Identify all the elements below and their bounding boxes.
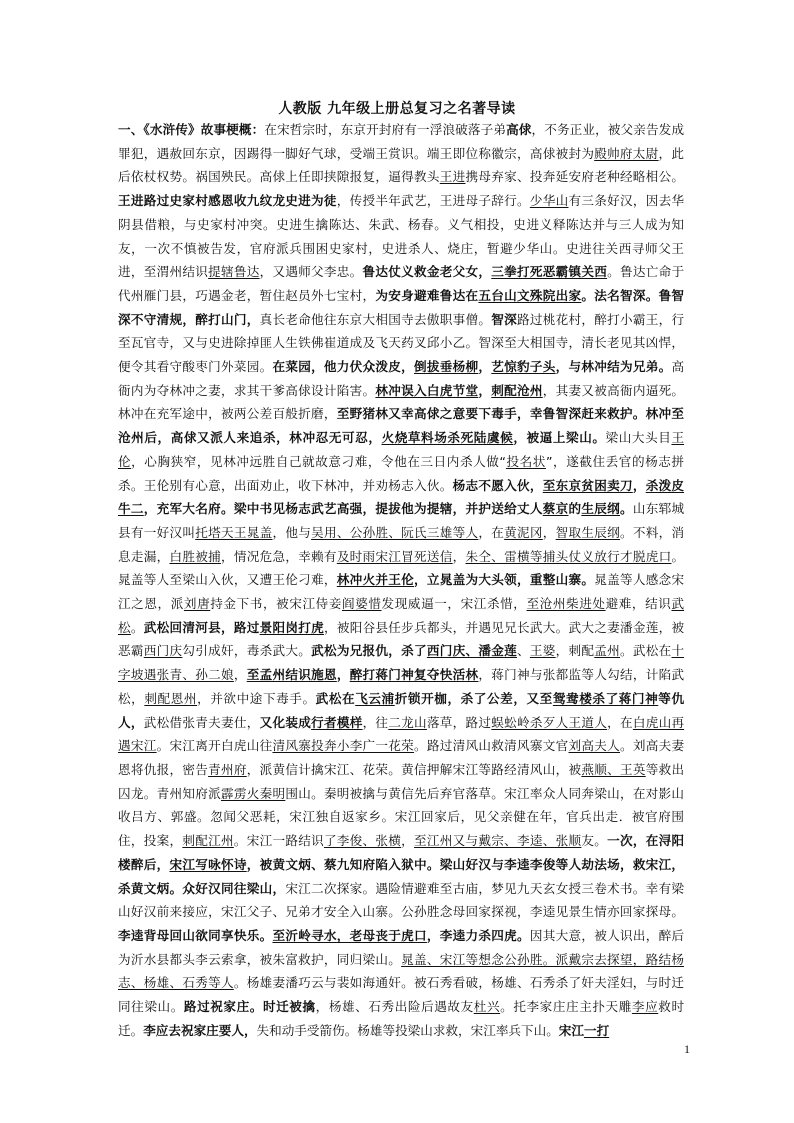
text-run: 飞云浦 — [355, 690, 395, 706]
text-run: 了李俊、张横 — [323, 833, 402, 849]
text-run: 。鲁达亡命于代州雁门县，巧遇金老，暂住赵员外七宝村， — [118, 264, 685, 303]
text-run — [491, 383, 542, 398]
text-run: 至孟州结识施恩 — [246, 667, 337, 683]
text-run: ，心胸狭窄，见林冲远胜自己就故意刁难，令他在三日内杀人做“ — [131, 453, 506, 469]
text-run: 倒拔垂杨柳 — [414, 359, 479, 375]
text-run: 又化装成 — [259, 714, 312, 730]
text-run: 一打 — [583, 1022, 610, 1038]
text-run: 复夺快活林 — [414, 667, 479, 683]
text-run: 武松在 — [315, 690, 356, 706]
text-run: 燕顺、王英 — [581, 761, 646, 777]
text-run — [491, 359, 555, 374]
text-run: 白胜被捕 — [169, 548, 221, 564]
text-run: 一次，在浔阳楼醉后， — [118, 833, 685, 872]
text-run — [553, 691, 658, 706]
text-run: 行者模样 — [311, 714, 363, 730]
text-run: 艺惊豹子头 — [491, 359, 556, 375]
text-run: 至江州又与戴宗、李逵、张顺 — [414, 833, 582, 849]
text-run — [311, 715, 362, 730]
text-run: 智取生辰纲 — [555, 524, 621, 540]
text-run: 围山。秦明被擒与黄信先后弃官落草。宋江率众人同奔梁山，在对影山收吕方、郭盛。忽闻父恶耗，宋江独自返家乡。宋江回家后，见父亲健在年，官兵出走．被官府围住，投案， — [118, 785, 685, 849]
text-run: 至沂岭寻水，老母丧于虎口 — [272, 927, 427, 943]
text-run: 武松回清河县，路过 — [143, 619, 260, 635]
text-run — [169, 857, 246, 872]
text-run: 西门庆、潘金莲 — [426, 643, 518, 659]
text-run: ， — [632, 477, 646, 493]
text-run: 至东京贫困卖刀 — [542, 477, 633, 493]
text-run: 青州府 — [208, 761, 247, 777]
text-run: 景阳岗打虎 — [259, 619, 324, 635]
text-run: 宋江写咏怀诗 — [169, 856, 247, 872]
text-run: 林冲火并王伦 — [336, 572, 415, 588]
text-run: 李应去祝家庄要人， — [143, 1022, 257, 1038]
text-run — [382, 430, 448, 445]
body-text — [118, 118, 684, 1042]
text-run: ，充军大名府。 — [143, 501, 234, 517]
text-run — [543, 501, 569, 516]
text-run: 刺配沧州 — [491, 382, 543, 398]
text-run: 生辰纲 — [581, 501, 620, 517]
text-run: 刘高夫人 — [568, 738, 620, 754]
text-run: 清风寨投奔小李广一花荣 — [272, 738, 415, 754]
text-run: ，被阳谷县任步兵都头，并遇见兄长武大。武大之妻潘金莲，被恶霸 — [118, 619, 685, 659]
text-run: 林冲误入白虎节堂 — [375, 382, 479, 398]
text-run: ，在 — [607, 714, 633, 730]
text-run: 刘唐 — [183, 596, 211, 612]
text-run: ， — [452, 548, 466, 564]
text-run: 杨志不愿入伙， — [452, 477, 543, 493]
text-run: 李逵背母回山欲同享快乐。 — [118, 927, 273, 943]
text-run: 十字坡遇张青、孙二娘 — [118, 643, 685, 683]
text-run: 友。 — [581, 833, 608, 849]
text-run: 蔡京 — [542, 501, 569, 517]
text-run: ，不务正业，被父亲告发成罪犯，遇赦回东京，因踢得一脚好气球，受端王赏识。端王即位称徽宗，高俅被封为 — [118, 122, 685, 161]
text-run: 王进路过史家村感恩收九纹龙史进为徒 — [118, 193, 337, 209]
text-run: 殿帅府太尉 — [594, 145, 659, 161]
text-run: 投名状 — [505, 453, 546, 469]
text-run — [427, 643, 517, 658]
text-run: ， — [233, 667, 247, 683]
text-run — [337, 572, 414, 587]
text-run: 少华山 — [529, 193, 569, 209]
text-run: 武松 — [118, 596, 685, 635]
text-run: ，被逼上梁山。 — [513, 430, 606, 446]
page-number: 1 — [684, 1042, 690, 1056]
text-run: ，杨雄、石秀出险后遇故友 — [315, 999, 474, 1015]
text-run: 。刘高夫妻恩将仇报，密告 — [118, 738, 685, 777]
text-run — [247, 667, 337, 682]
text-run: 等救出囚龙。青州知府派 — [118, 761, 685, 801]
text-run: 刺配恩州 — [144, 690, 198, 706]
text-run: ，此后依杖权势。祸国殃民。高俅上任即挟隙报复，逼得教头 — [118, 145, 685, 185]
text-run: 。 — [130, 619, 144, 635]
text-run: 。不料，消息走漏， — [118, 524, 685, 564]
text-run: ”，遂截住丢官的杨志拼杀。王伦别有心意，出面劝止，收下林冲，并劝杨志入伙。 — [118, 453, 684, 493]
text-run: 托塔天王晁盖 — [195, 524, 273, 540]
text-run: ， — [478, 382, 492, 398]
text-run — [260, 620, 324, 635]
text-run: ， — [336, 667, 350, 683]
text-run: ，往 — [362, 714, 389, 730]
text-run: 。晁盖等人至梁山入伙，又遭王伦刁难， — [118, 548, 685, 588]
text-run: 醉打蒋门神 — [349, 667, 415, 683]
text-run: 在宋哲宗时，东京开封府有一浮浪破落子弟 — [264, 122, 507, 137]
text-run: 刺配江州 — [182, 833, 234, 849]
story-synopsis-paragraph — [118, 118, 684, 1042]
text-run — [581, 501, 620, 516]
text-run: 鸳鸯楼杀了蒋门神 — [552, 690, 659, 706]
text-run: ， — [401, 833, 415, 849]
text-run: 晁盖等人感念宋江之恩，派 — [118, 572, 685, 612]
text-run — [543, 478, 633, 493]
text-run: 朱仝、雷横等捕头仗义放行才脱虎口 — [465, 548, 672, 564]
text-run — [478, 288, 581, 303]
text-run: ，在 — [478, 524, 505, 540]
text-run: 。路过清风山救清风寨文官 — [414, 738, 569, 754]
text-run: 山东郓城县有一好汉叫 — [118, 501, 685, 540]
text-run: ，派黄信计擒宋江、花荣。黄信押解宋江等路经清风山，被 — [246, 761, 582, 777]
text-run: 救时迁。 — [118, 999, 685, 1038]
text-run: 为安身避难鲁达在 — [375, 287, 479, 303]
text-run: 宋江二次探家。遇险情避难至古庙，梦见九天玄女授三卷术书。幸有梁山好汉前来接应，宋江父子、兄弟才安全入山寨。公孙胜念母回家探视，李逵见景生情亦回家探母。 — [118, 880, 685, 920]
text-run: 武松为兄报仇，杀了 — [311, 643, 427, 659]
text-run: 白虎山再遇宋江 — [118, 714, 685, 754]
text-run: 在菜园，他力伏众泼皮， — [272, 359, 415, 375]
text-run: ，立晁盖为大头领，重整山寨。 — [414, 572, 595, 588]
text-run: 。托李家庄庄主扑天雕 — [500, 999, 632, 1015]
text-run: ，他与 — [272, 524, 312, 540]
text-run: 勾引成奸，毒杀武大。 — [182, 643, 312, 659]
text-run: 鲁达仗义救金老父女， — [362, 264, 492, 280]
text-run: 二龙山 — [388, 714, 427, 730]
text-run: 路过桃花村，醉打小霸王，行至瓦官寺，又与史进除掉匪人生铁佛崔道成及飞天药叉邱小乙。智深至大相国寺，清长老见其凶悍，便令其看守酸枣门外菜园。 — [118, 311, 685, 375]
text-run: 宋江 — [558, 1022, 584, 1038]
text-run: 有三条好汉，因去华阴县借粮，与史家村冲突。史进生擒陈达、朱武、杨春。义气相投，史进义释陈达并与三人成为知友，一次不慎被告发，官府派兵围困史家村，史进杀人、烧庄，暂避少华山。史进往关西寻师父王进，至渭州结识 — [118, 193, 685, 280]
text-run: ，李逵力杀四虎。 — [426, 927, 530, 943]
text-run: 杀死陆虞候 — [447, 430, 514, 446]
text-run: 路过祝家庄。时迁被擒 — [183, 999, 316, 1015]
text-run — [272, 928, 426, 943]
text-run: 王进 — [439, 169, 466, 185]
text-run: ， — [478, 359, 492, 375]
text-run: 西门庆 — [143, 643, 183, 659]
text-run: ，刺配 — [555, 643, 595, 659]
text-run: 、 — [517, 643, 530, 659]
text-run: ，传授半年武艺，王进母子辞行。 — [336, 193, 530, 209]
text-run: 至野猪林又幸高俅之意要下毒手，幸鲁智深赶来救护。林冲至沧州后，高俅又派人来追杀，林冲忍无可忍， — [118, 406, 685, 446]
text-run: 。宋江离开白虎山往 — [156, 738, 273, 754]
text-run: 提辖鲁达 — [208, 264, 260, 280]
text-run: ，被黄文炳、蔡九知府陷入狱中。梁山好汉与李逵李俊等人劫法场，救宋江，杀黄文炳。众好汉同往梁山， — [118, 856, 685, 896]
text-run: 梁中书见杨志武艺高强，提拔他为提辖，并护送给丈人 — [233, 501, 543, 517]
text-run: ，并欲中途下毒手。 — [197, 690, 316, 706]
text-run: ，其妻又被高衙内逼死。林冲在充军途中，被两公差百般折磨， — [118, 382, 685, 422]
text-run: 高衙内为夺林冲之妻，求其干爹高俅设计陷害。 — [118, 359, 685, 398]
text-run: 吴用、公孙胜、阮氏三雄等人 — [311, 524, 479, 540]
text-run: 武松借张青夫妻仕， — [143, 714, 260, 730]
text-run: 晁盖、宋江等想念公孙胜。派戴宗去探望，路结杨志、杨雄、石秀等人 — [118, 951, 685, 991]
text-run: 杀泼皮牛二 — [118, 477, 685, 517]
text-run: 避难，结识 — [605, 596, 672, 612]
text-run: 因其大意，被人识出，醉后为沂水县都头李云索拿，被朱富救护，同归梁山。 — [118, 927, 685, 967]
text-run: ，又遇师父李忠。 — [259, 264, 363, 280]
text-run: ，情况危急，幸赖有 — [220, 548, 337, 564]
text-run: 的 — [568, 501, 582, 517]
text-run: 携母弃家、投奔延安府老种经略相公。 — [465, 169, 685, 185]
text-run: 失和动手受箭伤。杨雄等投梁山求救，宋江率兵下山。 — [256, 1022, 559, 1038]
text-run — [414, 667, 478, 682]
text-run: 真长老命他往东京大相国寺去傲职事僧。 — [259, 311, 492, 327]
text-run — [584, 1023, 609, 1038]
text-run: 梁山大头目 — [605, 430, 672, 446]
text-run: 。杨雄妻潘巧云与裴如海通奸。被石秀看破，杨雄、石秀杀了奸夫淫妇，与时迁同往梁山。 — [118, 975, 685, 1015]
text-run: 火烧草料场 — [381, 430, 448, 446]
text-run: 杜兴 — [473, 999, 501, 1015]
text-run: 三拳打死恶霸镇关西 — [491, 264, 608, 280]
text-run: ，与林冲结为兄弟。 — [555, 359, 672, 375]
text-run — [355, 691, 395, 706]
text-run: 黄泥冈 — [504, 524, 543, 540]
text-run: 孟州 — [594, 643, 621, 659]
text-run: 王伦 — [118, 430, 685, 469]
text-run — [491, 264, 607, 279]
text-run: 蜈蚣岭杀歹人王道人 — [491, 714, 608, 730]
text-run: 发现威逼一，宋江杀惜， — [381, 596, 527, 612]
text-run: 。宋江一路结识 — [233, 833, 324, 849]
text-run — [447, 430, 513, 445]
text-run: ， — [542, 524, 556, 540]
text-run: 至沧州柴进处 — [526, 596, 606, 612]
text-run: 王婆 — [529, 643, 556, 659]
text-run: 落草，路过 — [426, 714, 492, 730]
text-run: 持金下书，被宋江侍妾 — [210, 596, 343, 612]
text-run: 智深 — [491, 311, 517, 327]
text-run: 一、《水浒传》故事梗概： — [118, 122, 265, 137]
text-run: 。 — [619, 501, 633, 517]
text-run: 。武松在 — [620, 643, 672, 659]
text-run: 五台山文殊院出家 — [478, 287, 582, 303]
text-run: 折锁开枷，杀了公差，又至 — [394, 690, 553, 706]
document-title: 人教版 九年级上册总复习之名著导读 — [278, 101, 516, 117]
text-run: 李应 — [631, 999, 659, 1015]
text-run: 及时雨宋江冒死送信 — [336, 548, 453, 564]
text-run — [414, 359, 478, 374]
text-run: 霹雳火秦明 — [220, 785, 286, 801]
text-run — [375, 383, 478, 398]
text-run: ，蒋门神与张都监等人勾结，计陷武松， — [118, 667, 685, 706]
text-run: 阎婆惜 — [342, 596, 382, 612]
text-run: 。法名智深。鲁智深不守清规，醉打山门， — [118, 287, 685, 327]
text-run: 等仇人， — [118, 690, 685, 730]
text-run: 高俅 — [506, 122, 532, 137]
text-run — [350, 667, 414, 682]
